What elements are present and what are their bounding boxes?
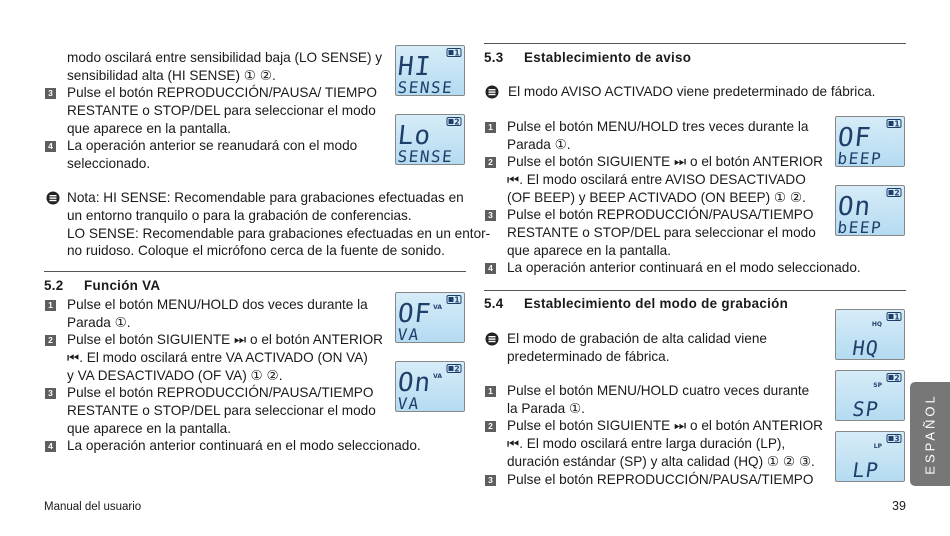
section-divider: [484, 290, 906, 291]
lcd-bottom-text: bEEP: [836, 218, 884, 237]
step-number: 4: [45, 141, 56, 152]
step-number: 1: [45, 300, 56, 311]
step-text: Pulse el botón SIGUIENTE ⏭ o el botón ANTERIOR ⏮. El modo oscilará entre AVISO DESACTIVADO (OF BEEP) y BEEP ACTIVADO (ON BEEP) ① ②.: [507, 154, 823, 205]
lcd-top-text: On: [396, 368, 433, 398]
step-text: La operación anterior continuará en el modo seleccionado.: [67, 438, 421, 453]
lcd-index-number: 2: [454, 117, 460, 127]
lcd-index-badge: [887, 189, 901, 198]
step-text: Pulse el botón MENU/HOLD cuatro veces durante la Parada ①.: [507, 383, 810, 416]
lcd-index-number: 1: [454, 48, 460, 58]
lcd-top-text: HI: [396, 52, 433, 82]
lcd-of-va: [395, 292, 465, 343]
lcd-top-text: OF: [836, 123, 873, 153]
lcd-hq: [835, 309, 905, 360]
lcd-index-badge: [887, 313, 901, 322]
step-text: Pulse el botón MENU/HOLD tres veces durante la Parada ①.: [507, 119, 809, 152]
lcd-index-number: 3: [894, 434, 900, 444]
section-heading: 5.2 Función VA: [44, 278, 161, 293]
lcd-index-badge: [447, 49, 461, 58]
section-heading: 5.4 Establecimiento del modo de grabación: [484, 296, 789, 311]
lcd-bottom-text: SENSE: [396, 78, 455, 97]
step-text: La operación anterior continuará en el modo seleccionado.: [507, 260, 861, 275]
lcd-mode-text: SP: [850, 397, 881, 421]
note-text: Nota: HI SENSE: Recomendable para grabaciones efectuadas en un entorno tranquilo o para la grabación de conferencias. LO SENSE: Recomendable para grabaciones efectuadas en un entor- no ruidoso. Coloque el micrófono cerca de la fuente de sonido.: [67, 190, 491, 259]
lcd-of-beep: [835, 116, 905, 167]
note-text: El modo de grabación de alta calidad viene predeterminado de fábrica.: [507, 331, 767, 364]
lcd-bottom-text: bEEP: [836, 149, 884, 168]
step-text: Pulse el botón REPRODUCCIÓN/PAUSA/TIEMPO: [507, 472, 814, 487]
lcd-graphic: [396, 46, 465, 96]
step-number: 3: [485, 210, 496, 221]
step-number: 1: [485, 386, 496, 397]
lcd-sp: [835, 370, 905, 421]
lcd-bottom-text: VA: [396, 325, 421, 344]
lcd-index-number: 1: [454, 295, 460, 305]
lcd-index-badge: [447, 296, 461, 305]
lcd-top-text: OF: [396, 299, 433, 329]
lcd-index-number: 2: [894, 373, 900, 383]
step-number: 2: [45, 335, 56, 346]
lcd-bottom-text: VA: [396, 394, 421, 413]
lcd-graphic: [396, 115, 465, 165]
lcd-index-number: 1: [894, 312, 900, 322]
page-number: 39: [892, 499, 906, 513]
lcd-hi-sense: [395, 45, 465, 96]
lcd-mode-text: LP: [850, 458, 881, 482]
lcd-small-label: VA: [433, 373, 442, 380]
lcd-graphic: [396, 293, 465, 343]
lcd-index-number: 1: [894, 119, 900, 129]
step-number: 2: [485, 157, 496, 168]
lcd-small-label: VA: [433, 304, 442, 311]
lcd-small-label: SP: [873, 382, 882, 389]
lcd-small-label: HQ: [871, 321, 882, 328]
step-text: Pulse el botón SIGUIENTE ⏭ o el botón ANTERIOR ⏮. El modo oscilará entre larga duración (LP), duración estándar (SP) y alta calidad (HQ) ① ② ③.: [507, 418, 823, 469]
lcd-top-text: Lo: [396, 121, 433, 151]
lcd-graphic: [836, 371, 905, 421]
lcd-bottom-text: SENSE: [396, 147, 455, 166]
lcd-graphic: [836, 432, 905, 482]
lcd-index-badge: [887, 120, 901, 129]
step-text: Pulse el botón MENU/HOLD dos veces durante la Parada ①.: [67, 297, 368, 330]
footer-manual-label: Manual del usuario: [44, 501, 142, 513]
lcd-graphic: [836, 186, 905, 236]
step-text: Pulse el botón REPRODUCCIÓN/PAUSA/TIEMPO RESTANTE o STOP/DEL para seleccionar el modo que aparece en la pantalla.: [67, 385, 376, 436]
lcd-index-badge: [447, 365, 461, 374]
language-tab-label: ESPAÑOL: [922, 393, 938, 475]
section-divider: [484, 43, 906, 44]
section-heading: 5.3 Establecimiento de aviso: [484, 50, 692, 65]
lcd-graphic: [396, 362, 465, 412]
step-number: 4: [485, 263, 496, 274]
lcd-index-number: 2: [894, 188, 900, 198]
lcd-on-beep: [835, 185, 905, 236]
note-icon: [46, 191, 60, 205]
step-text: La operación anterior se reanudará con el modo seleccionado.: [67, 138, 358, 171]
note-icon: [485, 332, 499, 346]
lcd-top-text: On: [836, 192, 873, 222]
lcd-index-badge: [887, 374, 901, 383]
lcd-index-number: 2: [454, 364, 460, 374]
step-number: 1: [485, 122, 496, 133]
lcd-index-badge: [447, 118, 461, 127]
lcd-graphic: [836, 117, 905, 167]
step-number: 4: [45, 441, 56, 452]
lcd-lo-sense: [395, 114, 465, 165]
lcd-mode-text: HQ: [850, 336, 881, 360]
step-text: Pulse el botón SIGUIENTE ⏭ o el botón ANTERIOR ⏮. El modo oscilará entre VA ACTIVADO (ON VA) y VA DESACTIVADO (OF VA) ① ②.: [67, 332, 383, 383]
step-text: Pulse el botón REPRODUCCIÓN/PAUSA/TIEMPO RESTANTE o STOP/DEL para seleccionar el modo que aparece en la pantalla.: [507, 207, 816, 258]
step-number: 3: [485, 475, 496, 486]
language-tab: [910, 382, 950, 486]
step-number: 3: [45, 88, 56, 99]
lcd-on-va: [395, 361, 465, 412]
step-number: 2: [485, 421, 496, 432]
step-text: Pulse el botón REPRODUCCIÓN/PAUSA/ TIEMPO RESTANTE o STOP/DEL para seleccionar el modo que aparece en la pantalla.: [67, 85, 377, 136]
lcd-small-label: LP: [873, 443, 882, 450]
note-icon: [485, 85, 499, 99]
section-divider: [44, 271, 466, 272]
note-text: El modo AVISO ACTIVADO viene predeterminado de fábrica.: [508, 84, 876, 99]
lcd-index-badge: [887, 435, 901, 444]
lcd-lp: [835, 431, 905, 482]
lcd-graphic: [836, 310, 905, 360]
intro-text: modo oscilará entre sensibilidad baja (LO SENSE) y sensibilidad alta (HI SENSE) ① ②.: [67, 50, 383, 83]
step-number: 3: [45, 388, 56, 399]
